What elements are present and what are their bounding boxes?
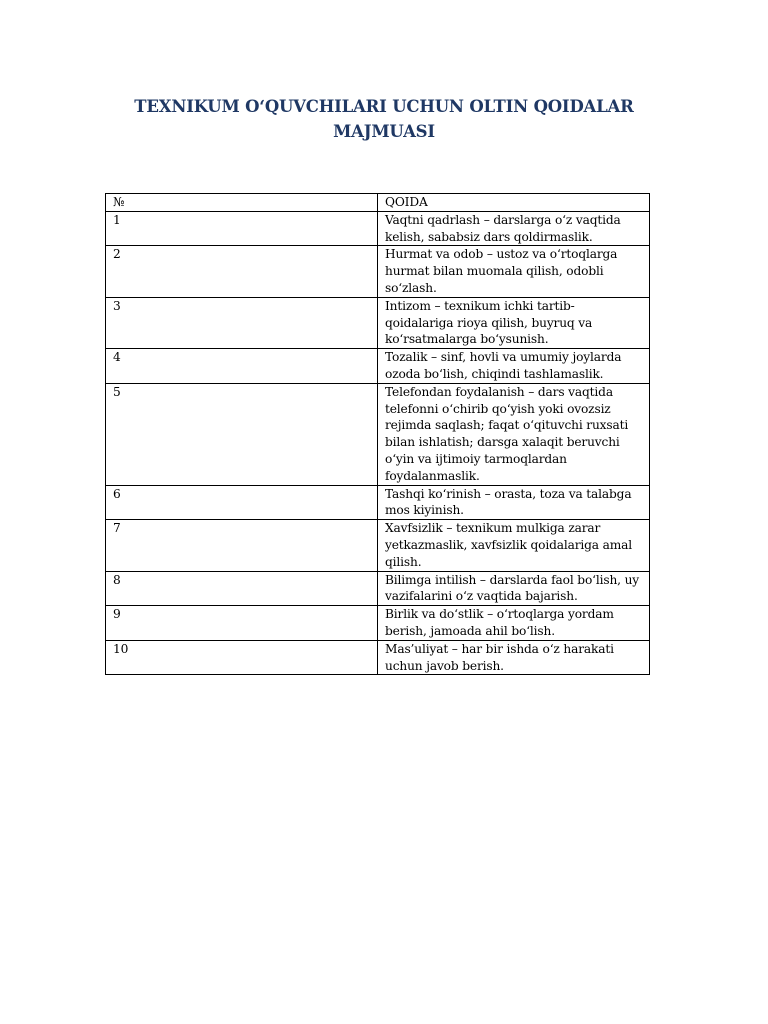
- table-row: [106, 485, 650, 520]
- table-row: [106, 349, 650, 384]
- rule-text: Bilimga intilish – darslarda faol bo‘lish, uy vazifalarini o‘z vaqtida bajarish.: [378, 571, 650, 606]
- rule-text: Mas’uliyat – har bir ishda o‘z harakati uchun javob berish.: [378, 640, 650, 675]
- rule-number: 5: [106, 383, 378, 485]
- table-row: [106, 211, 650, 246]
- rule-number: 9: [106, 606, 378, 641]
- rule-text: Telefondan foydalanish – dars vaqtida telefonni o‘chirib qo‘yish yoki ovozsiz rejimda saqlash; faqat o‘qituvchi ruxsati bilan ishlatish; darsga xalaqit beruvchi o‘yin va ijtimoiy tarmoqlardan foydalanmaslik.: [378, 383, 650, 485]
- rule-text: Birlik va do‘stlik – o‘rtoqlarga yordam berish, jamoada ahil bo‘lish.: [378, 606, 650, 641]
- rule-number: 6: [106, 485, 378, 520]
- table-row: [106, 640, 650, 675]
- rule-text: Tozalik – sinf, hovli va umumiy joylarda ozoda bo‘lish, chiqindi tashlamaslik.: [378, 349, 650, 384]
- page-title: [100, 94, 668, 144]
- rule-text: Xavfsizlik – texnikum mulkiga zarar yetkazmaslik, xavfsizlik qoidalariga amal qilish.: [378, 520, 650, 571]
- page-title-line-1: TEXNIKUM O‘QUVCHILARI UCHUN OLTIN QOIDALAR: [134, 97, 634, 116]
- table-header: [106, 194, 650, 212]
- rule-number: 4: [106, 349, 378, 384]
- rules-table: [105, 193, 650, 675]
- column-header-number: №: [106, 194, 378, 212]
- rule-number: 7: [106, 520, 378, 571]
- rule-number: 10: [106, 640, 378, 675]
- page-title-line-2: MAJMUASI: [333, 122, 435, 141]
- table-row: [106, 571, 650, 606]
- rule-text: Tashqi ko‘rinish – orasta, toza va talabga mos kiyinish.: [378, 485, 650, 520]
- rule-number: 2: [106, 246, 378, 297]
- column-header-rule: QOIDA: [378, 194, 650, 212]
- table-row: [106, 246, 650, 297]
- rule-number: 8: [106, 571, 378, 606]
- table-row: [106, 520, 650, 571]
- table-row: [106, 297, 650, 348]
- rule-text: Intizom – texnikum ichki tartib-qoidalariga rioya qilish, buyruq va ko‘rsatmalarga bo‘ysunish.: [378, 297, 650, 348]
- table-body: [106, 211, 650, 675]
- table-header-row: [106, 194, 650, 212]
- rule-text: Vaqtni qadrlash – darslarga o‘z vaqtida kelish, sababsiz dars qoldirmaslik.: [378, 211, 650, 246]
- rule-number: 1: [106, 211, 378, 246]
- table-row: [106, 606, 650, 641]
- table-row: [106, 383, 650, 485]
- rule-text: Hurmat va odob – ustoz va o‘rtoqlarga hurmat bilan muomala qilish, odobli so‘zlash.: [378, 246, 650, 297]
- rule-number: 3: [106, 297, 378, 348]
